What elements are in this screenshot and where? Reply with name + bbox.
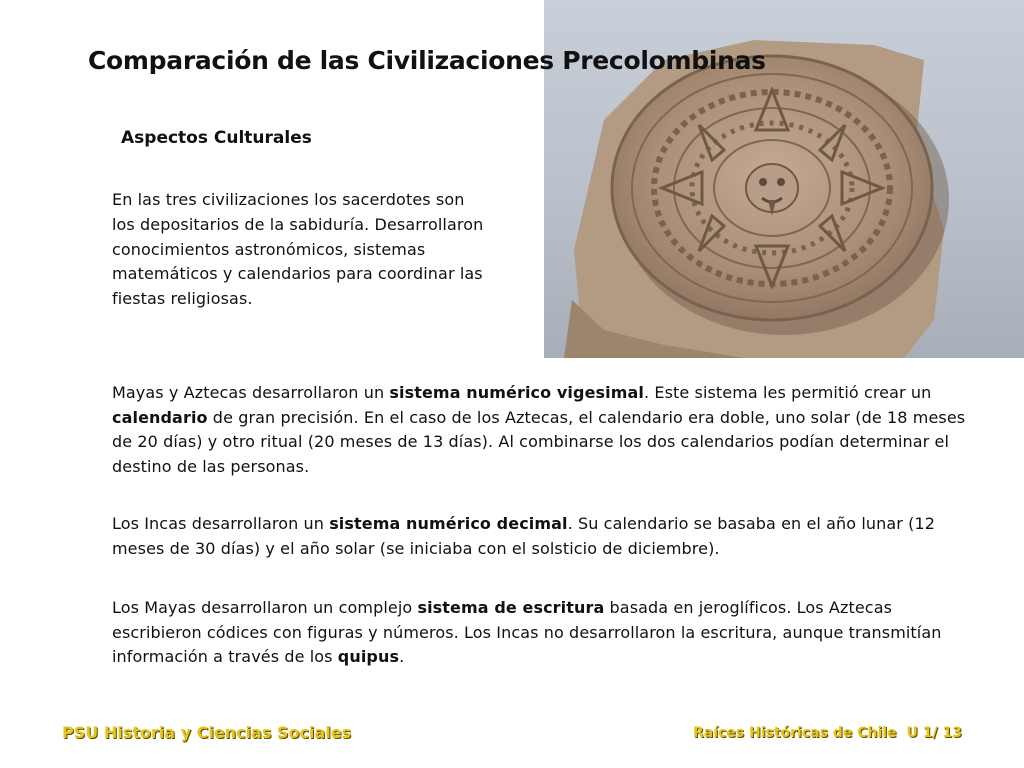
- text-span: . Su calendario se basaba en el año lunar (12 meses de 30 días) y el año solar (se iniciaba con el solsticio de diciembre).: [112, 514, 936, 558]
- escritura-paragraph: [112, 596, 972, 670]
- text-span: Los Incas desarrollaron un: [112, 514, 330, 533]
- footer-page-number: U 1/ 13: [906, 725, 962, 741]
- text-span: Mayas y Aztecas desarrollaron un: [112, 383, 390, 402]
- footer-unit-title: Raíces Históricas de Chile: [692, 725, 897, 741]
- mayas-aztecas-paragraph: [112, 381, 972, 479]
- footer-course-label: PSU Historia y Ciencias Sociales: [62, 723, 352, 742]
- text-span: de gran precisión. En el caso de los Aztecas, el calendario era doble, uno solar (de 18 meses de 20 días) y otro ritual (20 meses de 13 días). Al combinarse los dos calendarios podían determinar el destino de las personas.: [112, 407, 966, 476]
- bold-term: quipus: [337, 647, 400, 666]
- text-span: .: [399, 647, 405, 666]
- text-span: Los Mayas desarrollaron un complejo: [112, 598, 418, 617]
- page-title: Comparación de las Civilizaciones Precolombinas: [88, 46, 766, 75]
- bold-term: sistema numérico vigesimal: [389, 383, 644, 402]
- incas-paragraph: [112, 512, 972, 561]
- bold-term: sistema de escritura: [417, 598, 605, 617]
- bold-term: calendario: [112, 407, 208, 427]
- bold-term: sistema numérico decimal: [329, 514, 568, 533]
- text-span: . Este sistema les permitió crear un: [643, 383, 932, 402]
- section-subtitle: Aspectos Culturales: [121, 128, 312, 148]
- text-span: basada en jeroglíficos. Los Aztecas escribieron códices con figuras y números. Los Incas no desarrollaron la escritura, aunque transmitían información a través de los: [112, 598, 942, 666]
- footer-unit-label: [683, 725, 962, 741]
- intro-paragraph: En las tres civilizaciones los sacerdotes son los depositarios de la sabiduría. Desarrollaron conocimientos astronómicos, sistemas matemáticos y calendarios para coordinar las fiestas religiosas.: [112, 190, 484, 309]
